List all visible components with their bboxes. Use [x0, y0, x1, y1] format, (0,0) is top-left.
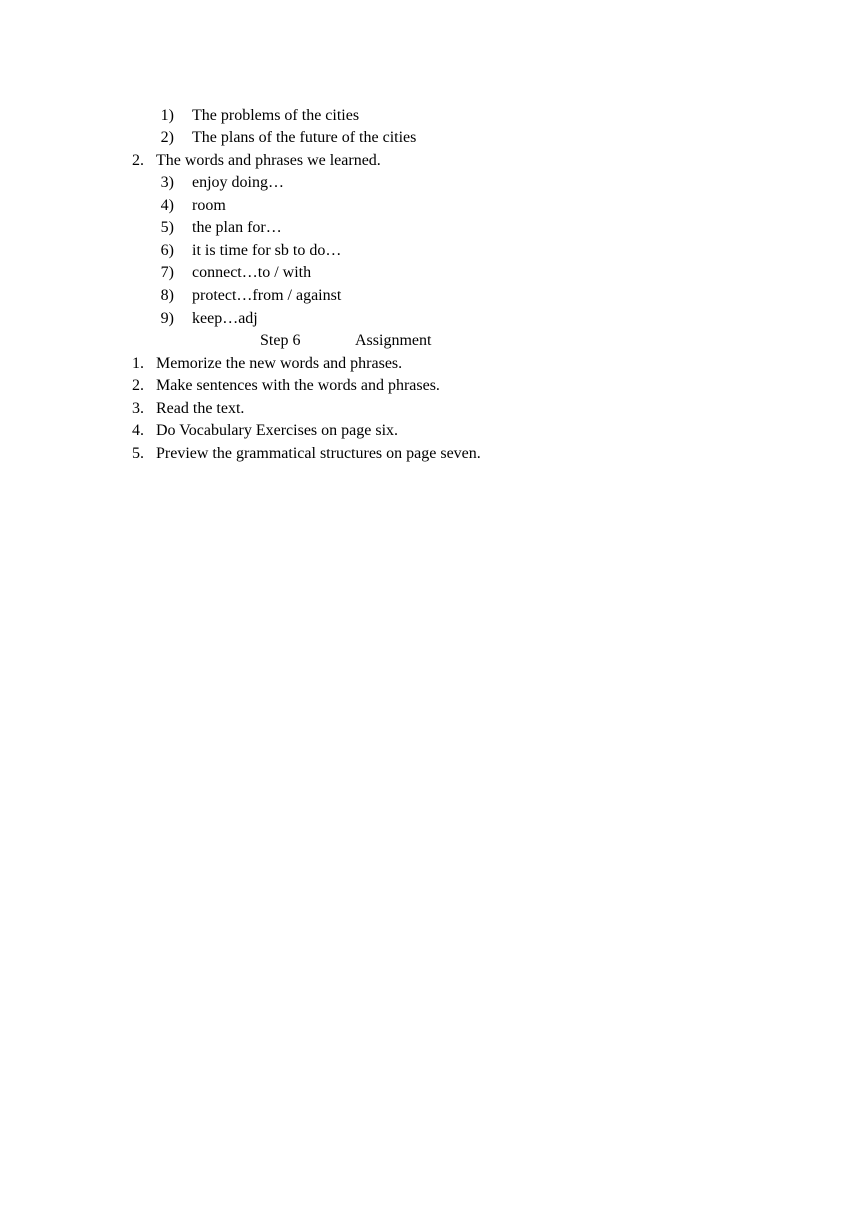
- list-number: 5): [160, 219, 174, 236]
- list-number: 3): [160, 174, 174, 191]
- list-text: enjoy doing…: [192, 174, 284, 191]
- list-number: 4.: [132, 422, 144, 439]
- list-text: the plan for…: [192, 219, 282, 236]
- list-text: Preview the grammatical structures on page seven.: [156, 445, 481, 462]
- list-text: room: [192, 197, 226, 214]
- list-number: 6): [160, 242, 174, 259]
- list-text: Do Vocabulary Exercises on page six.: [156, 422, 399, 439]
- step-title: Assignment: [355, 332, 432, 349]
- list-text: protect…from / against: [192, 287, 342, 304]
- list-number: 2): [160, 129, 174, 146]
- list-text: Memorize the new words and phrases.: [156, 355, 403, 372]
- list-text: it is time for sb to do…: [192, 242, 342, 259]
- list-number: 8): [160, 287, 174, 304]
- list-number: 1.: [132, 355, 144, 372]
- list-number: 9): [160, 310, 174, 327]
- list-number: 7): [160, 264, 174, 281]
- list-number: 4): [160, 197, 174, 214]
- list-text: The plans of the future of the cities: [192, 129, 417, 146]
- list-number: 2.: [132, 152, 144, 169]
- step-label: Step 6: [260, 332, 301, 349]
- list-number: 5.: [132, 445, 144, 462]
- list-number: 3.: [132, 400, 144, 417]
- list-number: 2.: [132, 377, 144, 394]
- list-text: The words and phrases we learned.: [156, 152, 381, 169]
- list-text: connect…to / with: [192, 264, 312, 281]
- list-text: The problems of the cities: [192, 107, 360, 124]
- list-number: 1): [160, 107, 174, 124]
- list-text: Read the text.: [156, 400, 245, 417]
- list-text: keep…adj: [192, 310, 258, 327]
- list-text: Make sentences with the words and phrases.: [156, 377, 440, 394]
